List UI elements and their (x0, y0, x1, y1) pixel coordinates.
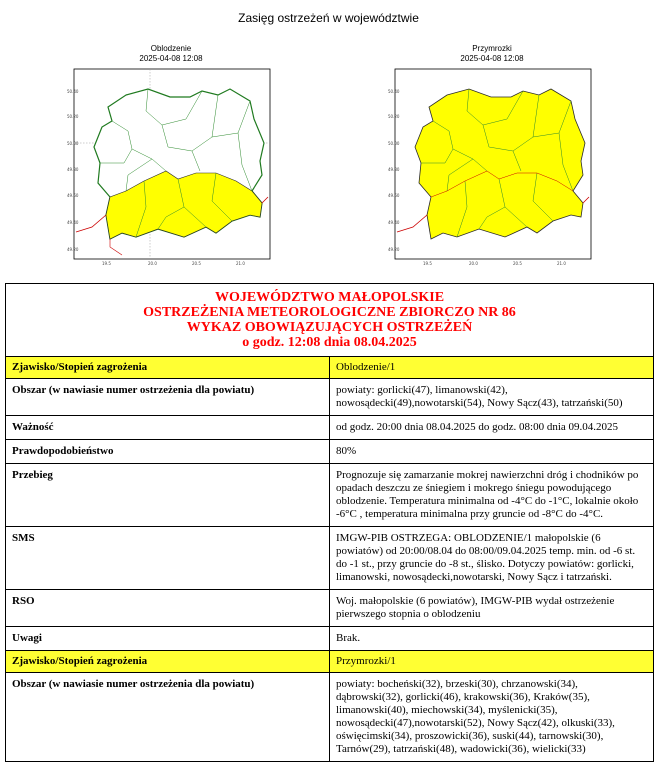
course-value: Prognozuje się zamarzanie mokrej nawierzchni dróg i chodników po opadach deszczu ze śniegiem i mokrego śniegu powodującego oblodzenie. Temperatura minimalna od -4°C do -1°C, lokalnie około -6°C , temperatura minimalna przy gruncie od -8°C do -4°C. (330, 464, 654, 527)
probability-value: 80% (330, 440, 654, 464)
area-label: Obszar (w nawiasie numer ostrzeżenia dla powiatu) (6, 673, 330, 762)
sms-label: SMS (6, 527, 330, 590)
map-oblodzenie-figure (66, 67, 276, 273)
lon-tick: 19.5 (423, 261, 432, 266)
header-list-title: WYKAZ OBOWIĄZUJĄCYCH OSTRZEŻEŃ (186, 320, 473, 335)
probability-label: Prawdopodobieństwo (6, 440, 330, 464)
lat-tick: 49.80 (67, 167, 79, 172)
map-oblodzenie (66, 44, 276, 273)
lat-tick: 50.00 (388, 141, 400, 146)
phenomenon-label: Zjawisko/Stopień zagrożenia (6, 357, 330, 379)
notes-label: Uwagi (6, 627, 330, 651)
sms-value: IMGW-PIB OSTRZEGA: OBLODZENIE/1 małopolskie (6 powiatów) od 20:00/08.04 do 08:00/09.04.2025 temp. min. od -6 st. do -1 st., przy gruncie do -8 st., ślisko. Dotyczy powiatów: gorlicki, limanowski, nowosądecki,nowotarski, Nowy Sącz i tatrzański. (330, 527, 654, 590)
lon-tick: 21.0 (557, 261, 566, 266)
header-voivodeship: WOJEWÓDZTWO MAŁOPOLSKIE (214, 290, 445, 305)
notes-value: Brak. (330, 627, 654, 651)
lat-tick: 50.40 (388, 89, 400, 94)
phenomenon-label: Zjawisko/Stopień zagrożenia (6, 651, 330, 673)
warnings-table (5, 283, 654, 762)
validity-value: od godz. 20:00 dnia 08.04.2025 do godz. 08:00 dnia 09.04.2025 (330, 416, 654, 440)
phenomenon-value: Przymrozki/1 (330, 651, 654, 673)
lon-tick: 20.5 (513, 261, 522, 266)
lon-tick: 20.5 (192, 261, 201, 266)
lat-tick: 49.60 (67, 193, 79, 198)
course-label: Przebieg (6, 464, 330, 527)
lon-tick: 20.0 (469, 261, 478, 266)
phenomenon-value: Oblodzenie/1 (330, 357, 654, 379)
lat-tick: 50.20 (388, 114, 400, 119)
lon-tick: 21.0 (236, 261, 245, 266)
area-value: powiaty: gorlicki(47), limanowski(42), nowosądecki(49),nowotarski(54), Nowy Sącz(43), tatrzański(50) (330, 379, 654, 416)
header-time: o godz. 12:08 dnia 08.04.2025 (242, 335, 417, 350)
map-date: 2025-04-08 12:08 (460, 54, 524, 63)
rso-label: RSO (6, 590, 330, 627)
lat-tick: 49.20 (67, 247, 79, 252)
lon-tick: 20.0 (148, 261, 157, 266)
page-title: Zasięg ostrzeżeń w województwie (238, 11, 419, 25)
lat-tick: 49.80 (388, 167, 400, 172)
lat-tick: 50.00 (67, 141, 79, 146)
area-label: Obszar (w nawiasie numer ostrzeżenia dla powiatu) (6, 379, 330, 416)
map-title: Oblodzenie (150, 44, 192, 53)
lat-tick: 49.40 (388, 220, 400, 225)
warning-area-przymrozki (415, 89, 585, 239)
lat-tick: 49.40 (67, 220, 79, 225)
map-title: Przymrozki (472, 44, 512, 53)
lat-tick: 49.20 (388, 247, 400, 252)
area-value: powiaty: bocheński(32), brzeski(30), chrzanowski(34), dąbrowski(32), gorlicki(46), krakowski(36), Kraków(35), limanowski(40), miechowski(34), myślenicki(35), nowosądecki(47),nowotarski(52), Nowy Sącz(42), olkuski(33), oświęcimski(34), proszowicki(36), suski(44), tarnowski(30), Tarnów(29), tatrzański(48), wadowicki(36), wielicki(33) (330, 673, 654, 762)
rso-value: Woj. małopolskie (6 powiatów), IMGW-PIB wydał ostrzeżenie pierwszego stopnia o oblodzeniu (330, 590, 654, 627)
lat-tick: 50.20 (67, 114, 79, 119)
validity-label: Ważność (6, 416, 330, 440)
map-przymrozki (387, 44, 597, 273)
map-przymrozki-figure (387, 67, 597, 273)
lat-tick: 50.40 (67, 89, 79, 94)
lat-tick: 49.60 (388, 193, 400, 198)
map-date: 2025-04-08 12:08 (139, 54, 203, 63)
lon-tick: 19.5 (102, 261, 111, 266)
header-bulletin: OSTRZEŻENIA METEOROLOGICZNE ZBIORCZO NR 86 (143, 305, 516, 320)
table-header (6, 284, 654, 357)
